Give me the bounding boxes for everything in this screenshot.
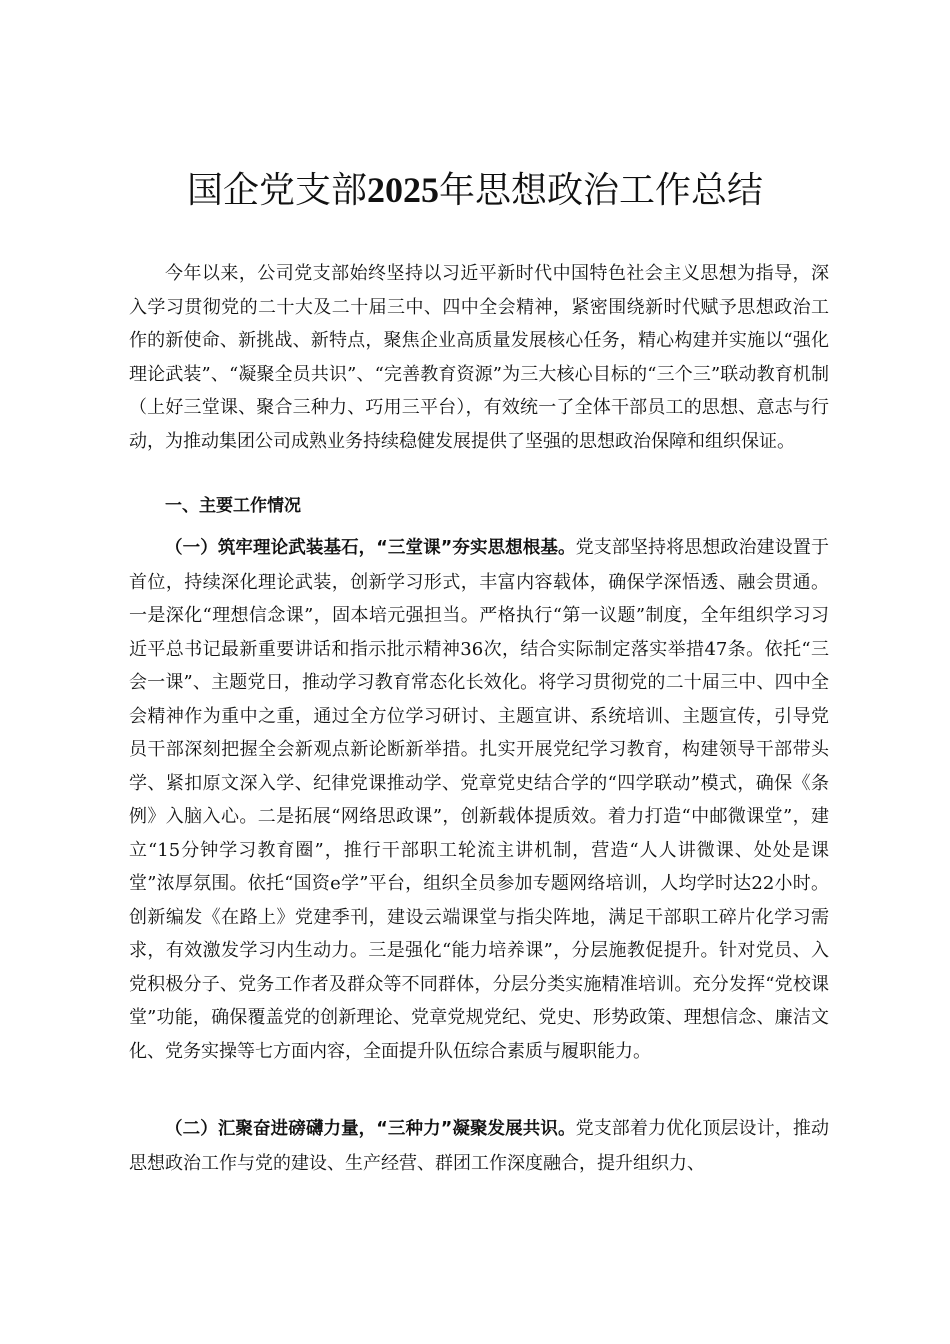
intro-text: 今年以来，公司党支部始终坚持以习近平新时代中国特色社会主义思想为指导，深入学习贯彻党的二十大及二十届三中、四中全会精神，紧密围绕新时代赋予思想政治工作的新使命、新挑战、新特点，聚焦企业高质量发展核心任务，精心构建并实施以“强化理论武装”、“凝聚全员共识”、“完善教育资源”为三大核心目标的“三个三”联动教育机制（上好三堂课、聚合三种力、巧用三平台），有效统一了全体干部员工的思想、意志与行动，为推动集团公司成熟业务持续稳健发展提供了坚强的思想政治保障和组织保证。 — [129, 263, 829, 452]
subsection-1-lead: （一）筑牢理论武装基石，“三堂课”夯实思想根基。 — [165, 538, 576, 558]
title-year: 2025 — [367, 170, 439, 210]
subsection-2-paragraph — [129, 1112, 829, 1180]
subsection-1-paragraph — [129, 531, 829, 1068]
intro-paragraph — [129, 257, 829, 458]
title-prefix: 国企党支部 — [186, 170, 367, 211]
section-heading-main-work: 一、主要工作情况 — [165, 496, 301, 516]
document-title — [0, 160, 950, 221]
subsection-2-lead: （二）汇聚奋进磅礴力量，“三种力”凝聚发展共识。 — [165, 1119, 576, 1139]
title-suffix: 年思想政治工作总结 — [439, 170, 764, 211]
subsection-2-text: 党支部着力优化顶层设计，推动思想政治工作与党的建设、生产经营、群团工作深度融合，提升组织力、 — [129, 1118, 829, 1174]
subsection-1-text: 党支部坚持将思想政治建设置于首位，持续深化理论武装，创新学习形式，丰富内容载体，确保学深悟透、融会贯通。一是深化“理想信念课”，固本培元强担当。严格执行“第一议题”制度，全年组织学习习近平总书记最新重要讲话和指示批示精神36次，结合实际制定落实举措47条。依托“三会一课”、主题党日，推动学习教育常态化长效化。将学习贯彻党的二十届三中、四中全会精神作为重中之重，通过全方位学习研讨、主题宣讲、系统培训、主题宣传，引导党员干部深刻把握全会新观点新论断新举措。扎实开展党纪学习教育，构建领导干部带头学、紧扣原文深入学、纪律党课推动学、党章党史结合学的“四学联动”模式，确保《条例》入脑入心。二是拓展“网络思政课”，创新载体提质效。着力打造“中邮微课堂”，建立“15分钟学习教育圈”，推行干部职工轮流主讲机制，营造“人人讲微课、处处是课堂”浓厚氛围。依托“国资e学”平台，组织全员参加专题网络培训，人均学时达22小时。创新编发《在路上》党建季刊，建设云端课堂与指尖阵地，满足干部职工碎片化学习需求，有效激发学习内生动力。三是强化“能力培养课”，分层施教促提升。针对党员、入党积极分子、党务工作者及群众等不同群体，分层分类实施精准培训。充分发挥“党校课堂”功能，确保覆盖党的创新理论、党章党规党纪、党史、形势政策、理想信念、廉洁文化、党务实操等七方面内容，全面提升队伍综合素质与履职能力。 — [129, 537, 829, 1062]
